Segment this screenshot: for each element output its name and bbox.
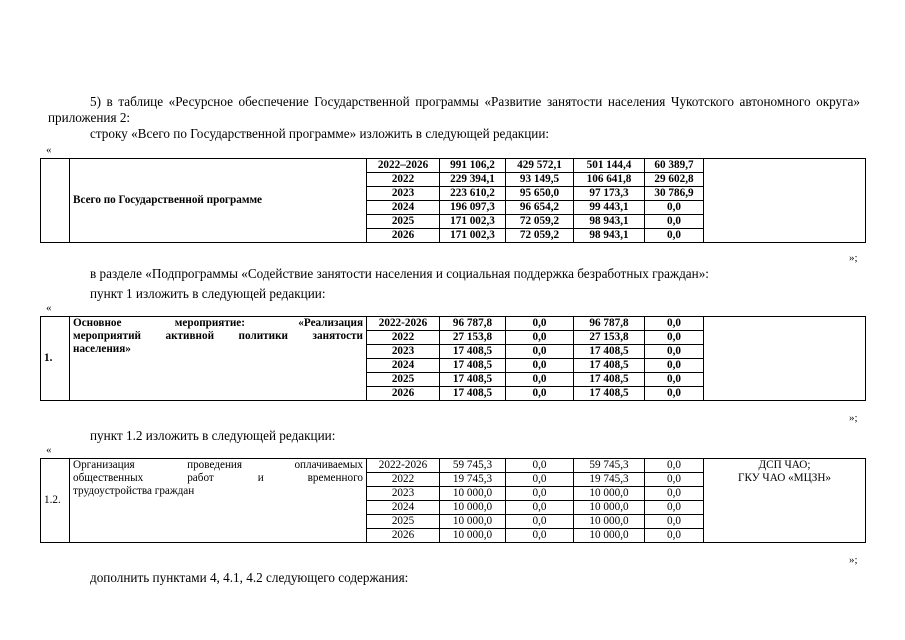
table-point-1-2 <box>40 458 866 543</box>
measure-name: Всего по Государственной программе <box>70 159 367 243</box>
other-cell: 0,0 <box>645 459 704 473</box>
measure-name-line: населения» <box>73 343 131 355</box>
measure-name-line: Организация проведения оплачиваемых <box>73 459 363 471</box>
federal-cell: 95 650,0 <box>506 187 574 201</box>
regional-cell: 10 000,0 <box>574 529 645 543</box>
regional-cell: 106 641,8 <box>574 173 645 187</box>
other-cell: 0,0 <box>645 373 704 387</box>
federal-cell: 0,0 <box>506 501 574 515</box>
other-cell: 0,0 <box>645 359 704 373</box>
other-cell: 0,0 <box>645 229 704 243</box>
regional-cell: 96 787,8 <box>574 317 645 331</box>
regional-cell: 17 408,5 <box>574 359 645 373</box>
total-cell: 96 787,8 <box>440 317 506 331</box>
other-cell: 0,0 <box>645 473 704 487</box>
federal-cell: 0,0 <box>506 459 574 473</box>
total-cell: 19 745,3 <box>440 473 506 487</box>
other-cell: 60 389,7 <box>645 159 704 173</box>
year-cell: 2022-2026 <box>367 317 440 331</box>
federal-cell: 0,0 <box>506 473 574 487</box>
other-cell: 0,0 <box>645 515 704 529</box>
federal-cell: 0,0 <box>506 317 574 331</box>
year-cell: 2026 <box>367 529 440 543</box>
year-cell: 2024 <box>367 501 440 515</box>
year-cell: 2023 <box>367 345 440 359</box>
total-cell: 27 153,8 <box>440 331 506 345</box>
year-cell: 2026 <box>367 387 440 401</box>
close-quote-1: »; <box>849 252 858 264</box>
row-number <box>41 159 70 243</box>
regional-cell: 17 408,5 <box>574 373 645 387</box>
regional-cell: 19 745,3 <box>574 473 645 487</box>
year-cell: 2022 <box>367 331 440 345</box>
table-total-program <box>40 158 866 243</box>
year-cell: 2022 <box>367 473 440 487</box>
federal-cell: 0,0 <box>506 529 574 543</box>
total-cell: 223 610,2 <box>440 187 506 201</box>
table-point-1 <box>40 316 866 401</box>
other-cell: 0,0 <box>645 529 704 543</box>
year-cell: 2024 <box>367 201 440 215</box>
year-cell: 2022-2026 <box>367 459 440 473</box>
total-cell: 171 002,3 <box>440 215 506 229</box>
federal-cell: 0,0 <box>506 373 574 387</box>
year-cell: 2023 <box>367 487 440 501</box>
regional-cell: 59 745,3 <box>574 459 645 473</box>
year-cell: 2026 <box>367 229 440 243</box>
executor-line: ГКУ ЧАО «МЦЗН» <box>738 472 831 484</box>
other-cell: 0,0 <box>645 487 704 501</box>
open-quote-3: « <box>46 444 52 456</box>
federal-cell: 0,0 <box>506 487 574 501</box>
regional-cell: 17 408,5 <box>574 345 645 359</box>
regional-cell: 10 000,0 <box>574 515 645 529</box>
total-cell: 59 745,3 <box>440 459 506 473</box>
paragraph-subprogram: в разделе «Подпрограммы «Содействие занятости населения и социальная поддержка безработных граждан»: <box>90 266 709 281</box>
row-number: 1. <box>41 317 70 401</box>
other-cell: 0,0 <box>645 201 704 215</box>
other-cell: 30 786,9 <box>645 187 704 201</box>
total-cell: 991 106,2 <box>440 159 506 173</box>
measure-name-line: Основное мероприятие: «Реализация <box>73 317 363 329</box>
regional-cell: 97 173,3 <box>574 187 645 201</box>
regional-cell: 10 000,0 <box>574 501 645 515</box>
paragraph-add-points: дополнить пунктами 4, 4.1, 4.2 следующего содержания: <box>90 570 409 585</box>
other-cell: 0,0 <box>645 215 704 229</box>
other-cell: 0,0 <box>645 331 704 345</box>
regional-cell: 17 408,5 <box>574 387 645 401</box>
total-cell: 10 000,0 <box>440 515 506 529</box>
year-cell: 2025 <box>367 373 440 387</box>
year-cell: 2024 <box>367 359 440 373</box>
other-cell: 0,0 <box>645 345 704 359</box>
federal-cell: 0,0 <box>506 331 574 345</box>
other-cell: 0,0 <box>645 387 704 401</box>
other-cell: 29 602,8 <box>645 173 704 187</box>
paragraph-intro: 5) в таблице «Ресурсное обеспечение Государственной программы «Развитие занятости населения Чукотского автономного округа» приложения 2: <box>48 94 860 125</box>
federal-cell: 0,0 <box>506 359 574 373</box>
total-cell: 10 000,0 <box>440 501 506 515</box>
executor-cell <box>704 317 866 401</box>
regional-cell: 27 153,8 <box>574 331 645 345</box>
executor-cell <box>704 159 866 243</box>
paragraph-point-1: пункт 1 изложить в следующей редакции: <box>90 286 326 301</box>
close-quote-2: »; <box>849 412 858 424</box>
total-cell: 17 408,5 <box>440 373 506 387</box>
regional-cell: 501 144,4 <box>574 159 645 173</box>
close-quote-3: »; <box>849 554 858 566</box>
measure-name-line: мероприятий активной политики занятости <box>73 330 363 342</box>
regional-cell: 10 000,0 <box>574 487 645 501</box>
measure-name-line: общественных работ и временного <box>73 472 363 484</box>
federal-cell: 0,0 <box>506 515 574 529</box>
table-row <box>41 459 866 473</box>
federal-cell: 72 059,2 <box>506 215 574 229</box>
total-cell: 229 394,1 <box>440 173 506 187</box>
open-quote-1: « <box>46 144 52 156</box>
year-cell: 2023 <box>367 187 440 201</box>
row-number: 1.2. <box>41 459 70 543</box>
paragraph-point-1-2: пункт 1.2 изложить в следующей редакции: <box>90 428 336 443</box>
federal-cell: 0,0 <box>506 387 574 401</box>
total-cell: 196 097,3 <box>440 201 506 215</box>
executor-line: ДСП ЧАО; <box>758 459 811 471</box>
federal-cell: 429 572,1 <box>506 159 574 173</box>
year-cell: 2022 <box>367 173 440 187</box>
year-cell: 2025 <box>367 515 440 529</box>
executor-cell <box>704 459 866 543</box>
year-cell: 2022–2026 <box>367 159 440 173</box>
total-cell: 17 408,5 <box>440 359 506 373</box>
total-cell: 10 000,0 <box>440 487 506 501</box>
total-cell: 17 408,5 <box>440 387 506 401</box>
total-cell: 171 002,3 <box>440 229 506 243</box>
other-cell: 0,0 <box>645 501 704 515</box>
regional-cell: 99 443,1 <box>574 201 645 215</box>
paragraph-row-total: строку «Всего по Государственной программе» изложить в следующей редакции: <box>90 126 550 141</box>
year-cell: 2025 <box>367 215 440 229</box>
regional-cell: 98 943,1 <box>574 229 645 243</box>
federal-cell: 96 654,2 <box>506 201 574 215</box>
open-quote-2: « <box>46 302 52 314</box>
federal-cell: 0,0 <box>506 345 574 359</box>
total-cell: 10 000,0 <box>440 529 506 543</box>
other-cell: 0,0 <box>645 317 704 331</box>
regional-cell: 98 943,1 <box>574 215 645 229</box>
measure-name <box>70 459 367 543</box>
federal-cell: 93 149,5 <box>506 173 574 187</box>
table-row <box>41 317 866 331</box>
federal-cell: 72 059,2 <box>506 229 574 243</box>
total-cell: 17 408,5 <box>440 345 506 359</box>
measure-name-line: трудоустройства граждан <box>73 485 195 497</box>
measure-name <box>70 317 367 401</box>
table-row <box>41 159 866 173</box>
